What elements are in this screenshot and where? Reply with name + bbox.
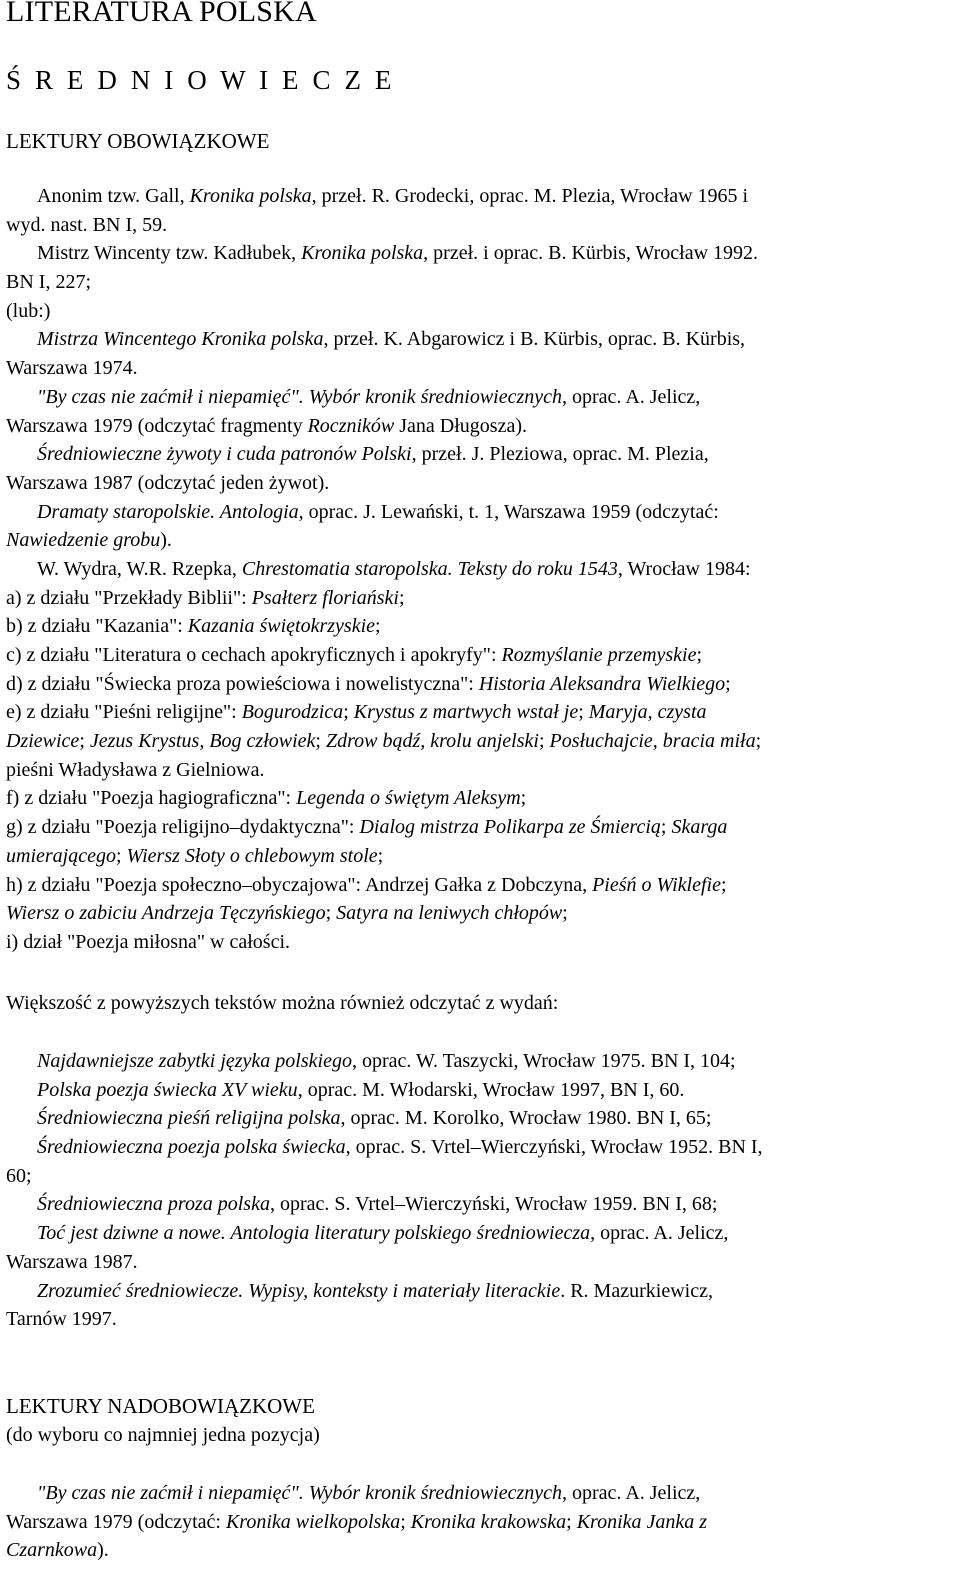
italic-title-text: Wiersz Słoty o chlebowym stole (126, 844, 378, 867)
italic-title-text: Średniowieczna proza polska (37, 1193, 270, 1216)
body-text: Tarnów 1997. (6, 1308, 117, 1331)
italic-title-text: Dziewice (6, 730, 80, 753)
document-title: LITERATURA POLSKA (6, 0, 317, 28)
editions-list (6, 1047, 954, 1334)
text-line (6, 871, 954, 900)
italic-title-text: Kronika polska (189, 185, 312, 207)
body-text: a) z działu "Przekłady Biblii": (6, 586, 252, 609)
italic-title-text: Satyra na leniwych chłopów (336, 902, 563, 925)
italic-title-text: Nawiedzenie grobu (6, 529, 161, 552)
text-line (6, 1248, 954, 1277)
italic-title-text: Zrozumieć średniowiecze. Wypisy, konteksty i materiały literackie (37, 1279, 561, 1302)
text-line (6, 612, 954, 641)
body-text: Mistrz Wincenty tzw. Kadłubek, (37, 242, 302, 265)
body-text: , Wrocław 1984: (617, 557, 751, 580)
body-text: g) z działu "Poezja religijno–dydaktyczna": (6, 816, 360, 839)
text-line (6, 756, 954, 785)
italic-title-text: Toć jest dziwne a nowe. Antologia literatury polskiego średniowiecza (37, 1222, 591, 1245)
body-text: , przeł. R. Grodecki, oprac. M. Plezia, Wrocław 1965 i (311, 185, 749, 207)
text-line (6, 1076, 954, 1105)
body-text: ; (325, 902, 337, 925)
body-text: ; (578, 701, 589, 724)
body-text: ; (400, 1510, 411, 1533)
body-text: d) z działu "Świecka proza powieściowa i nowelistyczna": (6, 672, 479, 695)
text-line (6, 412, 954, 441)
body-text: Warszawa 1987. (6, 1250, 138, 1273)
optional-reading-list (6, 1479, 954, 1565)
body-text: ; (562, 902, 568, 925)
text-line (6, 813, 954, 842)
italic-title-text: Chrestomatia staropolska. Teksty do roku 1543 (241, 557, 618, 580)
text-line (6, 698, 954, 727)
body-text: i) dział "Poezja miłosna" w całości. (6, 930, 291, 953)
text-line (6, 1508, 954, 1537)
italic-title-text: Czarnkowa (6, 1539, 98, 1562)
body-text: ; (755, 730, 762, 753)
italic-title-text: Zdrow bądź, krolu anjelski (325, 730, 539, 753)
italic-title-text: Polska poezja świecka XV wieku (37, 1078, 298, 1101)
italic-title-text: Psałterz floriański (251, 586, 399, 609)
italic-title-text: Bogurodzica (241, 701, 344, 724)
italic-title-text: Kronika wielkopolska (225, 1510, 401, 1533)
italic-title-text: Dramaty staropolskie. Antologia (37, 500, 299, 523)
text-line (6, 268, 954, 297)
body-text: BN I, 227; (6, 271, 91, 294)
body-text: , oprac. A. Jelicz, (562, 1482, 701, 1504)
text-line (6, 182, 954, 211)
body-text: , oprac. S. Vrtel–Wierczyński, Wrocław 1959. BN I, 68; (269, 1193, 718, 1216)
italic-title-text: Dialog mistrza Polikarpa ze Śmiercią (359, 816, 661, 839)
italic-title-text: Najdawniejsze zabytki języka polskiego (37, 1050, 352, 1072)
italic-title-text: "By czas nie zaćmił i niepamięć". Wybór kronik średniowiecznych (37, 385, 563, 408)
text-line (6, 1536, 954, 1565)
text-line (6, 899, 954, 928)
text-line (6, 239, 954, 268)
body-text: ; (520, 787, 527, 810)
editions-intro: Większość z powyższych tekstów można również odczytać z wydań: (6, 992, 559, 1014)
text-line (6, 1162, 954, 1191)
body-text: ). (97, 1539, 109, 1562)
italic-title-text: Średniowieczna pieśń religijna polska (37, 1107, 341, 1130)
text-line (6, 1104, 954, 1133)
body-text: Warszawa 1974. (6, 357, 138, 380)
body-text: , oprac. J. Lewański, t. 1, Warszawa 1959 (odczytać: (298, 500, 719, 523)
italic-title-text: Krystus z martwych wstał je (353, 701, 579, 724)
text-line (6, 1047, 954, 1076)
body-text: h) z działu "Poezja społeczno–obyczajowa": Andrzej Gałka z Dobczyna, (6, 873, 593, 896)
body-text: , przeł. K. Abgarowicz i B. Kürbis, oprac. B. Kürbis, (323, 328, 746, 351)
body-text: f) z działu "Poezja hagiograficzna": (6, 787, 297, 810)
body-text: , oprac. W. Taszycki, Wrocław 1975. BN I, 104; (351, 1050, 736, 1072)
italic-title-text: Kazania świętokrzyskie (187, 615, 376, 638)
body-text: ; (566, 1510, 577, 1533)
italic-title-text: Roczników (307, 414, 395, 437)
text-line (6, 1219, 954, 1248)
text-line (6, 727, 954, 756)
text-line (6, 1305, 954, 1334)
body-text: Jana Długosza). (394, 414, 527, 437)
optional-reading-heading: LEKTURY NADOBOWIĄZKOWE (6, 1394, 315, 1418)
text-line (6, 584, 954, 613)
italic-title-text: umierającego (6, 844, 116, 867)
text-line (6, 498, 954, 527)
text-line (6, 1479, 954, 1508)
italic-title-text: Średniowieczne żywoty i cuda patronów Polski (37, 443, 412, 466)
italic-title-text: Mistrza Wincentego Kronika polska (37, 328, 324, 351)
text-line (6, 555, 954, 584)
body-text: , oprac. S. Vrtel–Wierczyński, Wrocław 1952. BN I, (345, 1136, 763, 1159)
text-line (6, 670, 954, 699)
text-line (6, 842, 954, 871)
italic-title-text: Rozmyślanie przemyskie (501, 644, 697, 666)
body-text: ; (343, 701, 354, 724)
body-text: , przeł. i oprac. B. Kürbis, Wrocław 1992. (423, 242, 759, 265)
italic-title-text: Posłuchajcie, bracia miła (549, 730, 756, 753)
body-text: Anonim tzw. Gall, (37, 185, 190, 207)
body-text: Warszawa 1979 (odczytać: (6, 1510, 226, 1533)
text-line (6, 440, 954, 469)
body-text: ; (720, 873, 727, 896)
italic-title-text: Kronika Janka z (576, 1510, 708, 1533)
text-line (6, 211, 954, 240)
body-text: , oprac. A. Jelicz, (562, 385, 701, 408)
italic-title-text: Wiersz o zabiciu Andrzeja Tęczyńskiego (6, 902, 326, 925)
required-reading-list (6, 182, 954, 957)
text-line (6, 928, 954, 957)
text-line (6, 469, 954, 498)
body-text: , oprac. A. Jelicz, (590, 1222, 729, 1245)
body-text: ; (375, 615, 381, 638)
body-text: 60; (6, 1164, 32, 1187)
italic-title-text: Skarga (671, 816, 728, 839)
section-title: Ś R E D N I O W I E C Z E (6, 65, 395, 95)
italic-title-text: Pieśń o Wiklefie (592, 873, 721, 896)
body-text: ; (377, 844, 384, 867)
text-line (6, 354, 954, 383)
body-text: ; (79, 730, 90, 753)
text-line (6, 784, 954, 813)
text-line (6, 297, 954, 326)
body-text: c) z działu "Literatura o cechach apokryficznych i apokryfy": (6, 644, 502, 666)
italic-title-text: "By czas nie zaćmił i niepamięć". Wybór kronik średniowiecznych (37, 1482, 563, 1504)
italic-title-text: Kronika krakowska (410, 1510, 567, 1533)
body-text: , przeł. J. Pleziowa, oprac. M. Plezia, (411, 443, 709, 466)
italic-title-text: Jezus Krystus, Bog człowiek (89, 730, 316, 753)
body-text: ; (660, 816, 672, 839)
body-text: , oprac. M. Korolko, Wrocław 1980. BN I, 65; (340, 1107, 712, 1130)
body-text: ; (696, 644, 703, 666)
optional-reading-subheading: (do wyboru co najmniej jedna pozycja) (6, 1424, 320, 1446)
body-text: (lub:) (6, 299, 51, 322)
body-text: Warszawa 1979 (odczytać fragmenty (6, 414, 308, 437)
italic-title-text: Średniowieczna poezja polska świecka (37, 1136, 346, 1159)
text-line (6, 1190, 954, 1219)
italic-title-text: Historia Aleksandra Wielkiego (478, 672, 726, 695)
body-text: , oprac. M. Włodarski, Wrocław 1997, BN I, 60. (297, 1078, 685, 1101)
text-line (6, 526, 954, 555)
text-line (6, 325, 954, 354)
body-text: W. Wydra, W.R. Rzepka, (37, 557, 242, 580)
italic-title-text: Maryja, czysta (588, 701, 707, 724)
text-line (6, 383, 954, 412)
body-text: Warszawa 1987 (odczytać jeden żywot). (6, 471, 330, 494)
body-text: b) z działu "Kazania": (6, 615, 188, 638)
body-text: wyd. nast. BN I, 59. (6, 213, 168, 236)
text-line (6, 1133, 954, 1162)
text-line (6, 1277, 954, 1306)
body-text: pieśni Władysława z Gielniowa. (6, 758, 265, 781)
body-text: ; (315, 730, 326, 753)
body-text: ). (160, 529, 172, 552)
italic-title-text: Legenda o świętym Aleksym (296, 787, 521, 810)
body-text: ; (725, 672, 731, 695)
italic-title-text: Kronika polska (301, 242, 424, 265)
body-text: ; (398, 586, 405, 609)
body-text: e) z działu "Pieśni religijne": (6, 701, 242, 724)
body-text: ; (538, 730, 550, 753)
required-reading-heading: LEKTURY OBOWIĄZKOWE (6, 129, 270, 153)
text-line (6, 641, 954, 670)
body-text: . R. Mazurkiewicz, (560, 1279, 713, 1302)
body-text: ; (115, 844, 127, 867)
